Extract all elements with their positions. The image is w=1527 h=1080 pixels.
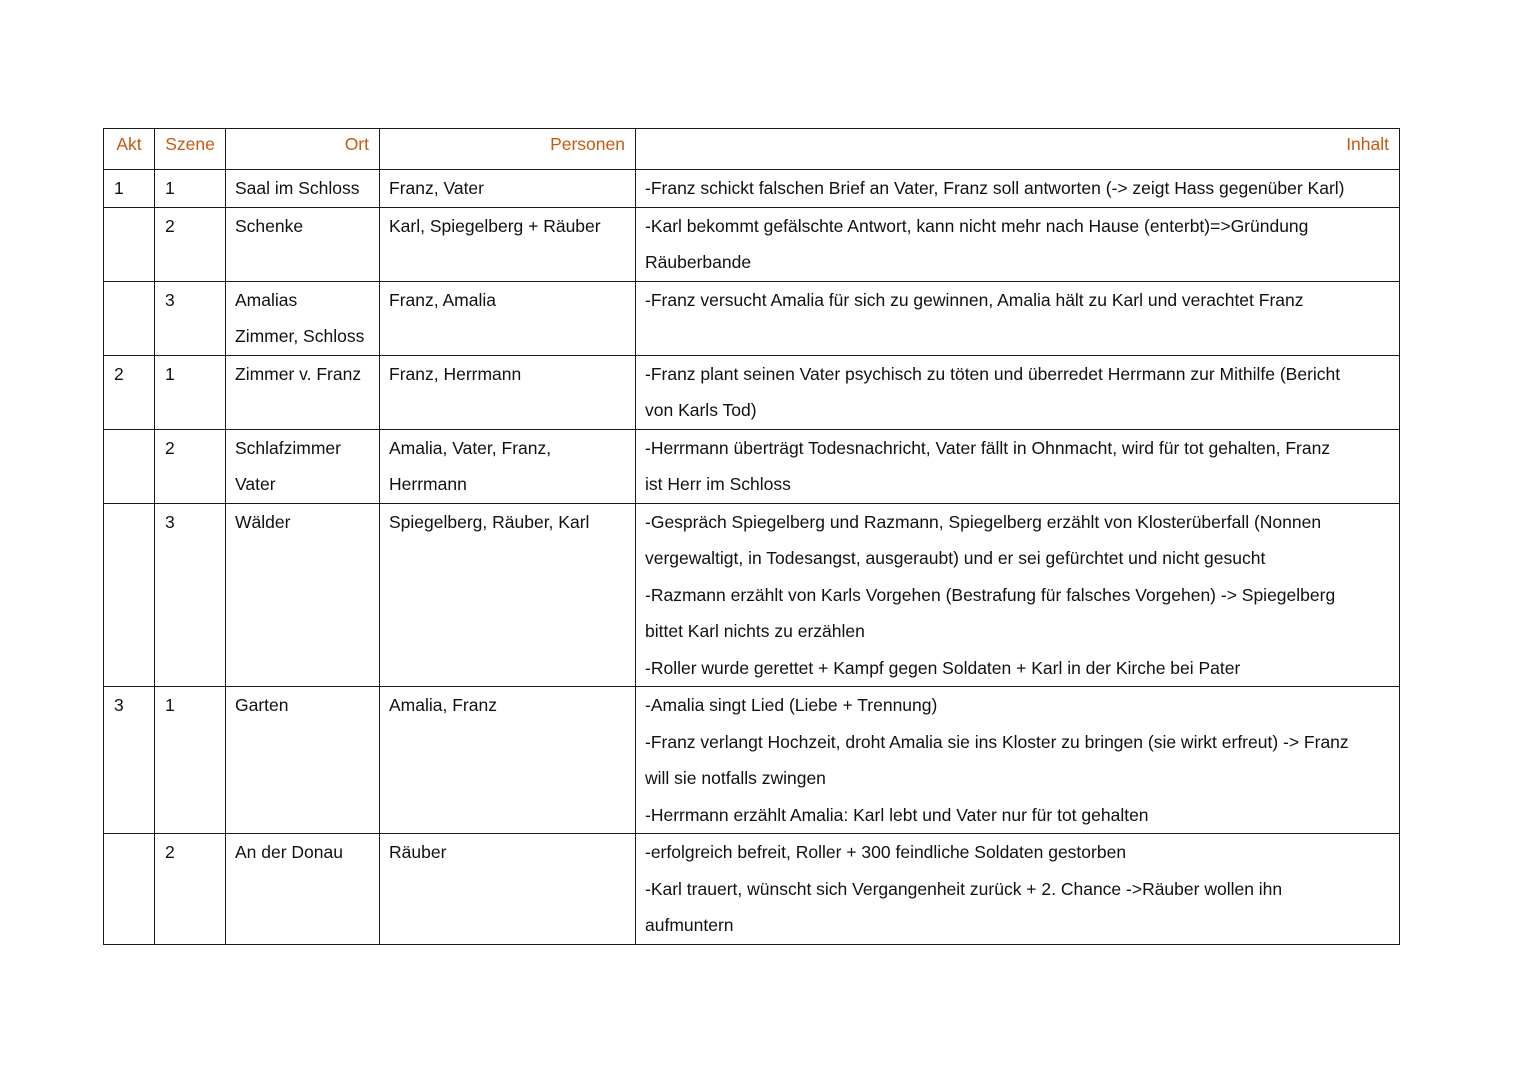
header-akt: Akt [104,129,155,170]
cell-inhalt [636,687,1400,834]
cell-ort [226,170,380,208]
cell-personen [380,834,636,945]
cell-inhalt-line: -Karl bekommt gefälschte Antwort, kann nicht mehr nach Hause (enterbt)=>Gründung [645,215,1309,236]
cell-personen-line: Amalia, Franz [389,695,497,715]
cell-inhalt-line: von Karls Tod) [645,400,757,420]
cell-inhalt-line: Räuberbande [645,252,752,272]
cell-inhalt-line: -Amalia singt Lied (Liebe + Trennung) [645,695,938,715]
cell-personen-line: Räuber [389,842,447,862]
cell-inhalt-line: -Franz versucht Amalia für sich zu gewinnen, Amalia hält zu Karl und verachtet Franz [645,289,1304,310]
cell-inhalt [636,207,1400,281]
table-row [104,429,1400,503]
cell-ort [226,207,380,281]
cell-szene: 1 [155,355,226,429]
cell-inhalt [636,170,1400,208]
cell-inhalt-line: -Herrmann erzählt Amalia: Karl lebt und Vater nur für tot gehalten [645,804,1149,825]
scene-overview-table [103,128,1400,945]
cell-szene: 1 [155,170,226,208]
table-row [104,170,1400,208]
cell-ort [226,429,380,503]
cell-personen [380,503,636,687]
header-ort: Ort [226,129,380,170]
cell-ort-line: Schlafzimmer [235,437,341,458]
cell-personen [380,687,636,834]
cell-akt [104,429,155,503]
header-inhalt: Inhalt [636,129,1400,170]
cell-ort-line: An der Donau [235,842,343,862]
cell-personen [380,355,636,429]
cell-ort-line: Amalias [235,289,298,310]
table-row [104,207,1400,281]
table-body [104,170,1400,945]
cell-inhalt-line: will sie notfalls zwingen [645,768,826,788]
cell-inhalt-line: -Razmann erzählt von Karls Vorgehen (Bestrafung für falsches Vorgehen) -> Spiegelberg [645,584,1336,605]
table-row [104,687,1400,834]
cell-ort [226,355,380,429]
cell-inhalt [636,281,1400,355]
cell-ort-line: Garten [235,695,289,715]
table-row [104,281,1400,355]
cell-inhalt-line: aufmuntern [645,915,734,935]
cell-akt [104,503,155,687]
cell-akt [104,207,155,281]
header-szene: Szene [155,129,226,170]
cell-personen [380,429,636,503]
cell-ort [226,503,380,687]
cell-ort-line: Zimmer, Schloss [235,326,365,346]
cell-personen [380,207,636,281]
cell-inhalt-line: -Franz schickt falschen Brief an Vater, Franz soll antworten (-> zeigt Hass gegenüber Karl) [645,178,1345,198]
cell-inhalt-line: -Franz verlangt Hochzeit, droht Amalia sie ins Kloster zu bringen (sie wirkt erfreut) -> Franz [645,731,1349,752]
cell-personen-line: Franz, Herrmann [389,363,522,384]
cell-akt [104,281,155,355]
cell-ort [226,834,380,945]
table-row [104,355,1400,429]
cell-inhalt-line: -Franz plant seinen Vater psychisch zu töten und überredet Herrmann zur Mithilfe (Bericht [645,363,1341,384]
cell-personen-line: Amalia, Vater, Franz, [389,437,552,458]
cell-inhalt-line: bittet Karl nichts zu erzählen [645,621,865,641]
cell-ort-line: Vater [235,474,276,494]
cell-personen-line: Franz, Amalia [389,289,496,310]
cell-inhalt [636,355,1400,429]
cell-szene: 1 [155,687,226,834]
cell-inhalt-line: vergewaltigt, in Todesangst, ausgeraubt) und er sei gefürchtet und nicht gesucht [645,548,1266,568]
cell-ort [226,687,380,834]
cell-ort-line: Schenke [235,215,304,236]
cell-inhalt-line: -Karl trauert, wünscht sich Vergangenheit zurück + 2. Chance ->Räuber wollen ihn [645,878,1283,899]
cell-ort-line: Saal im Schloss [235,178,360,198]
cell-akt: 2 [104,355,155,429]
cell-inhalt-line: -erfolgreich befreit, Roller + 300 feindliche Soldaten gestorben [645,842,1127,862]
cell-inhalt-line: ist Herr im Schloss [645,474,791,494]
cell-personen-line: Herrmann [389,474,467,494]
cell-personen [380,170,636,208]
header-personen: Personen [380,129,636,170]
cell-personen-line: Karl, Spiegelberg + Räuber [389,215,601,236]
table-row [104,503,1400,687]
cell-inhalt-line: -Roller wurde gerettet + Kampf gegen Soldaten + Karl in der Kirche bei Pater [645,657,1241,678]
cell-szene: 3 [155,503,226,687]
cell-personen-line: Franz, Vater [389,178,484,198]
cell-inhalt [636,429,1400,503]
cell-personen [380,281,636,355]
cell-ort-line: Zimmer v. Franz [235,363,362,384]
cell-szene: 2 [155,834,226,945]
cell-akt [104,834,155,945]
table-header-row [104,129,1400,170]
cell-szene: 3 [155,281,226,355]
cell-inhalt-line: -Gespräch Spiegelberg und Razmann, Spiegelberg erzählt von Klosterüberfall (Nonnen [645,511,1322,532]
cell-akt: 3 [104,687,155,834]
cell-inhalt [636,834,1400,945]
table-row [104,834,1400,945]
cell-ort [226,281,380,355]
cell-akt: 1 [104,170,155,208]
cell-inhalt-line: -Herrmann überträgt Todesnachricht, Vater fällt in Ohnmacht, wird für tot gehalten, Franz [645,437,1331,458]
cell-szene: 2 [155,207,226,281]
cell-ort-line: Wälder [235,511,291,532]
cell-personen-line: Spiegelberg, Räuber, Karl [389,511,590,532]
cell-inhalt [636,503,1400,687]
cell-szene: 2 [155,429,226,503]
